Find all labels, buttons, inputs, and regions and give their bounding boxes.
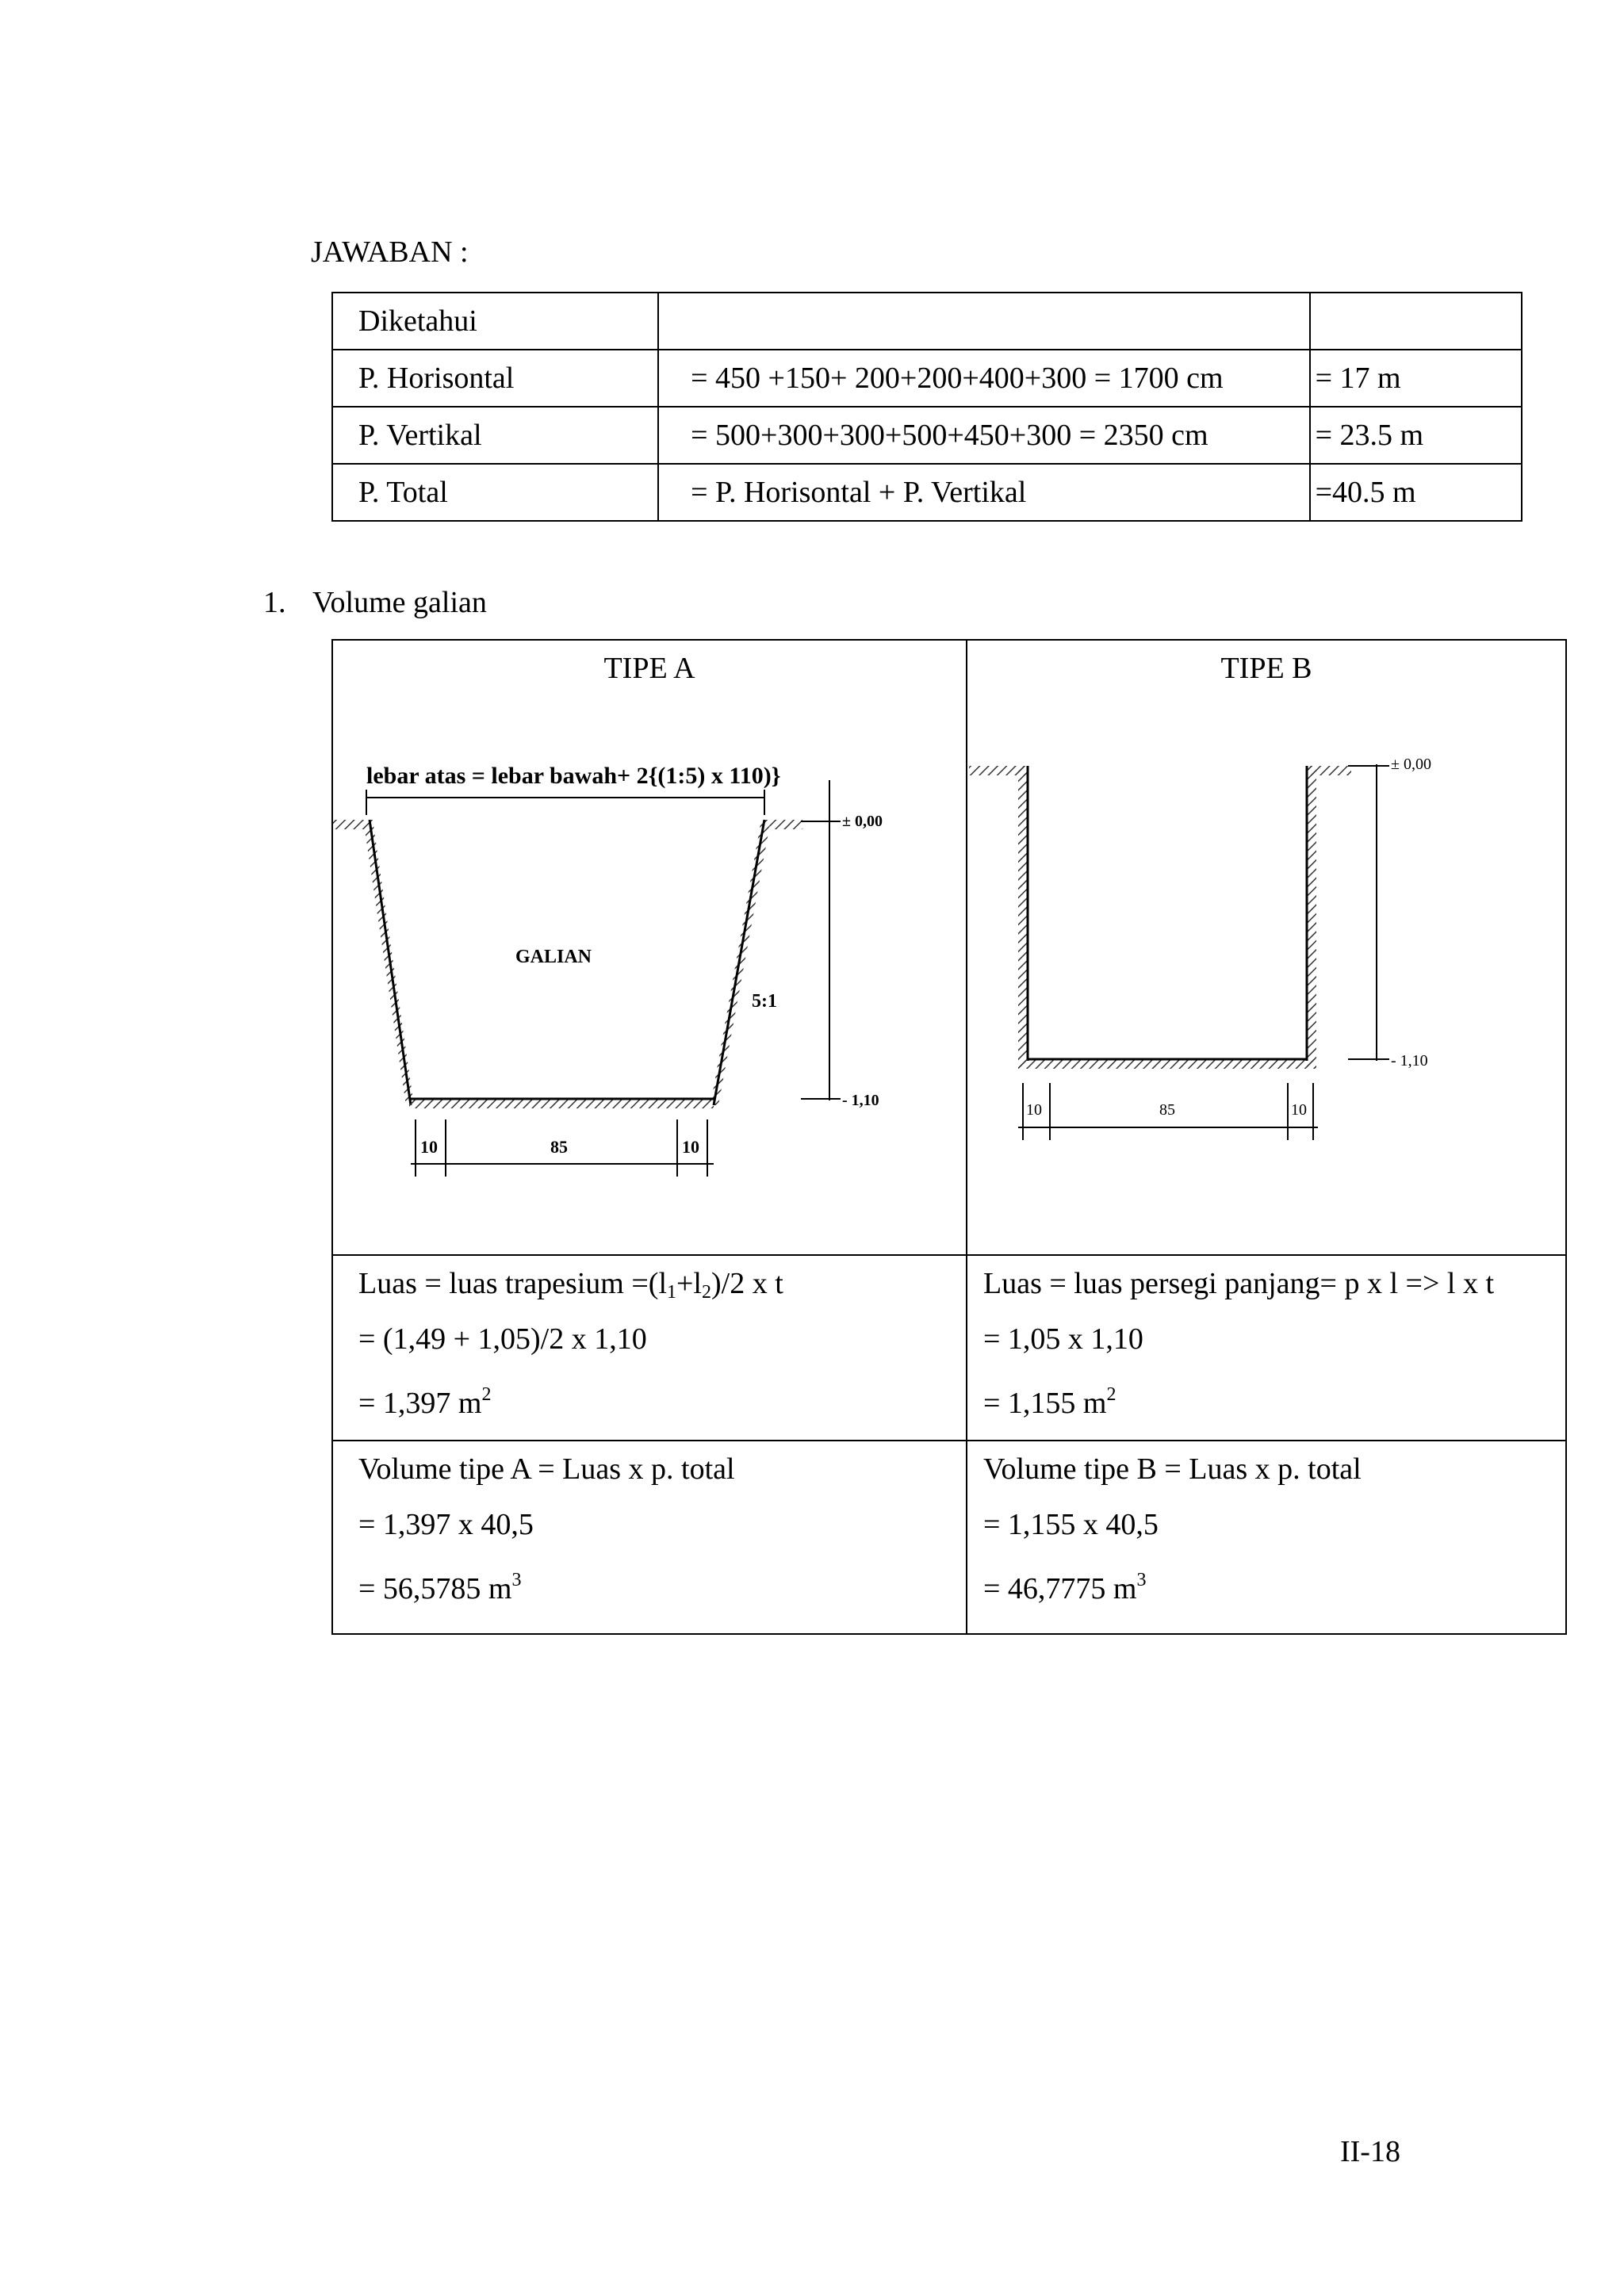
dim-mid-label: 85 — [550, 1137, 568, 1157]
table-cell — [1310, 293, 1522, 350]
tipe-b-header: TIPE B — [1220, 652, 1312, 685]
table-cell: = 17 m — [1310, 350, 1522, 407]
table-cell: = 500+300+300+500+450+300 = 2350 cm — [658, 407, 1309, 464]
wall-hatch — [1307, 766, 1316, 1069]
tipe-a-header: TIPE A — [603, 652, 695, 685]
table-cell: P. Total — [332, 464, 658, 521]
subscript: 1 — [667, 1282, 676, 1303]
luas-b-line2: = 1,05 x 1,10 — [983, 1322, 1143, 1356]
dim-left-label: 10 — [420, 1137, 438, 1157]
volume-b-result: = 46,7775 m — [983, 1572, 1137, 1605]
luas-b-result: = 1,155 m — [983, 1387, 1107, 1420]
level-bottom-label: - 1,10 — [842, 1092, 879, 1109]
table-row — [332, 464, 1522, 521]
table-cell: P. Horisontal — [332, 350, 658, 407]
volume-a-line3 — [358, 1552, 522, 1617]
bottom-hatch — [1018, 1059, 1316, 1069]
superscript: 2 — [1106, 1384, 1116, 1405]
galian-label: GALIAN — [515, 947, 592, 967]
superscript: 3 — [1136, 1570, 1147, 1590]
wall-hatch — [1018, 766, 1028, 1069]
luas-a-text: +l — [676, 1267, 702, 1300]
luas-a-text: )/2 x t — [711, 1267, 783, 1300]
dim-right-label: 10 — [682, 1137, 699, 1157]
answer-heading: JAWABAN : — [311, 235, 469, 269]
table-row — [332, 407, 1522, 464]
luas-a-text: Luas = luas trapesium =(l — [358, 1267, 667, 1300]
page-number: II-18 — [1340, 2135, 1400, 2168]
slope-hatch — [363, 820, 414, 1105]
section-number: 1. — [263, 586, 286, 619]
slope-ratio-label: 5:1 — [752, 991, 777, 1012]
level-top-label: ± 0,00 — [1391, 756, 1431, 773]
luas-a-result: = 1,397 m — [358, 1387, 482, 1420]
ground-hatch — [768, 820, 802, 829]
luas-a-formula — [358, 1256, 783, 1320]
dim-left-label: 10 — [1026, 1101, 1042, 1119]
known-values-table — [331, 292, 1522, 522]
tipe-b-drawing — [967, 733, 1565, 1208]
table-cell — [658, 293, 1309, 350]
table-cell: =40.5 m — [1310, 464, 1522, 521]
top-width-label: lebar atas = lebar bawah+ 2{(1:5) x 110)} — [366, 763, 781, 789]
volume-a-line2: = 1,397 x 40,5 — [358, 1508, 534, 1541]
volume-b-line3 — [983, 1552, 1147, 1617]
luas-a-line2: = (1,49 + 1,05)/2 x 1,10 — [358, 1322, 647, 1356]
luas-b-line3 — [983, 1367, 1116, 1431]
bottom-hatch — [409, 1099, 714, 1108]
table-cell: Diketahui — [332, 293, 658, 350]
volume-b-formula: Volume tipe B = Luas x p. total — [983, 1452, 1362, 1486]
dim-right-label: 10 — [1291, 1101, 1307, 1119]
table-row — [332, 293, 1522, 350]
luas-b-formula: Luas = luas persegi panjang= p x l => l x t — [983, 1267, 1494, 1300]
luas-a-line3 — [358, 1367, 492, 1431]
subscript: 2 — [702, 1282, 711, 1303]
superscript: 3 — [511, 1570, 522, 1590]
section-title: Volume galian — [312, 586, 487, 619]
level-top-label: ± 0,00 — [842, 813, 883, 830]
superscript: 2 — [481, 1384, 492, 1405]
table-cell: = P. Horisontal + P. Vertikal — [658, 464, 1309, 521]
volume-a-result: = 56,5785 m — [358, 1572, 512, 1605]
ground-hatch — [333, 820, 366, 829]
volume-table — [331, 639, 1567, 1635]
table-cell: P. Vertikal — [332, 407, 658, 464]
volume-b-line2: = 1,155 x 40,5 — [983, 1508, 1159, 1541]
slope-hatch — [710, 820, 771, 1105]
table-row — [332, 350, 1522, 407]
tipe-a-drawing — [333, 733, 964, 1208]
dim-mid-label: 85 — [1159, 1101, 1175, 1119]
level-bottom-label: - 1,10 — [1391, 1052, 1428, 1070]
table-cell: = 23.5 m — [1310, 407, 1522, 464]
table-cell: = 450 +150+ 200+200+400+300 = 1700 cm — [658, 350, 1309, 407]
volume-a-formula: Volume tipe A = Luas x p. total — [358, 1452, 735, 1486]
